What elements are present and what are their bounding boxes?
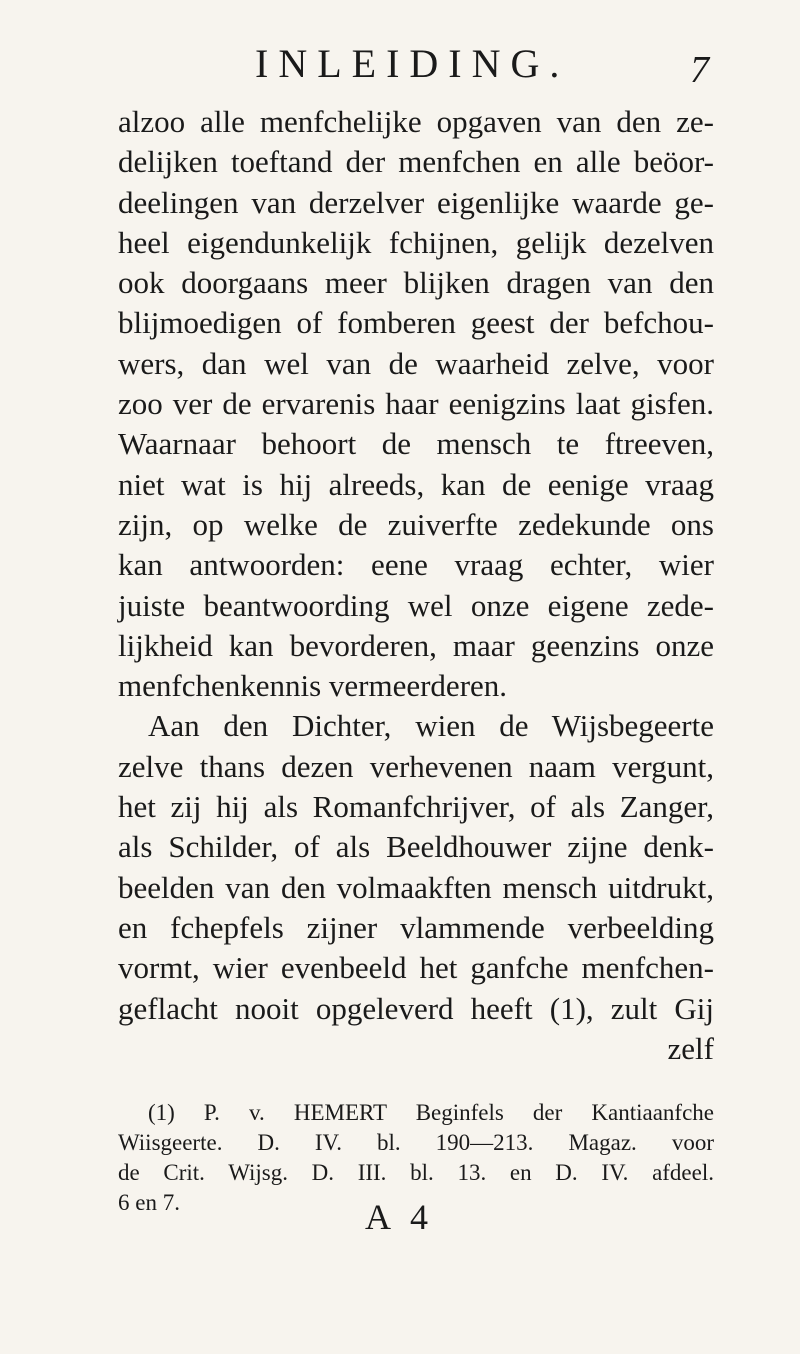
text-line: niet wat is hij alreeds, kan de eenige vraag — [118, 466, 714, 502]
footnote-line: (1) P. v. HEMERT Beginfels der Kantiaanfche — [148, 1100, 714, 1125]
footnote-line: de Crit. Wijsg. D. III. bl. 13. en D. IV. afdeel. — [118, 1160, 714, 1185]
footnote-line: 6 en 7. — [118, 1190, 180, 1215]
text-line: zelve thans dezen verhevenen naam vergunt, — [118, 748, 714, 784]
text-line: Waarnaar behoort de mensch te ftreeven, — [118, 426, 714, 462]
text-line: alzoo alle menfchelijke opgaven van den ze- — [118, 104, 714, 139]
text-line: menfchenkennis vermeerderen. — [118, 668, 508, 704]
text-line: zoo ver de ervarenis haar eenigzins laat gisfen. — [118, 386, 714, 422]
text-line: lijkheid kan bevorderen, maar geenzins onze — [118, 627, 714, 663]
text-line: Aan den Dichter, wien de Wijsbegeerte — [148, 708, 714, 744]
page-number: 7 — [690, 49, 709, 91]
footnote-line: Wiisgeerte. D. IV. bl. 190—213. Magaz. voor — [118, 1130, 714, 1155]
text-line: deelingen van derzelver eigenlijke waarde ge- — [118, 184, 714, 220]
text-line: delijken toeftand der menfchen en alle beöor- — [118, 144, 714, 180]
text-line: en fchepfels zijner vlammende verbeelding — [118, 909, 714, 945]
text-line: het zij hij als Romanfchrijver, of als Zanger, — [118, 789, 714, 825]
text-line: ook doorgaans meer blijken dragen van den — [118, 265, 714, 301]
body-text — [118, 102, 714, 1069]
text-line: wers, dan wel van de waarheid zelve, voor — [118, 345, 714, 381]
text-line: zijn, op welke de zuiverfte zedekunde ons — [118, 506, 714, 542]
text-line: geflacht nooit opgeleverd heeft (1), zult Gij — [118, 990, 714, 1026]
catchword: zelf — [667, 1030, 714, 1066]
text-line: beelden van den volmaakften mensch uitdrukt, — [118, 869, 714, 905]
text-line: juiste beantwoording wel onze eigene zede- — [118, 587, 714, 623]
text-line: kan antwoorden: eene vraag echter, wier — [118, 547, 714, 583]
signature-mark: A 4 — [365, 1197, 435, 1237]
text-line: blijmoedigen of fomberen geest der befchou- — [118, 305, 714, 341]
text-line: vormt, wier evenbeeld het ganfche menfchen- — [118, 950, 714, 986]
running-head: INLEIDING. — [255, 41, 570, 86]
text-line: als Schilder, of als Beeldhouwer zijne denk- — [118, 829, 714, 865]
text-line: heel eigendunkelijk fchijnen, gelijk dezelven — [118, 224, 714, 260]
